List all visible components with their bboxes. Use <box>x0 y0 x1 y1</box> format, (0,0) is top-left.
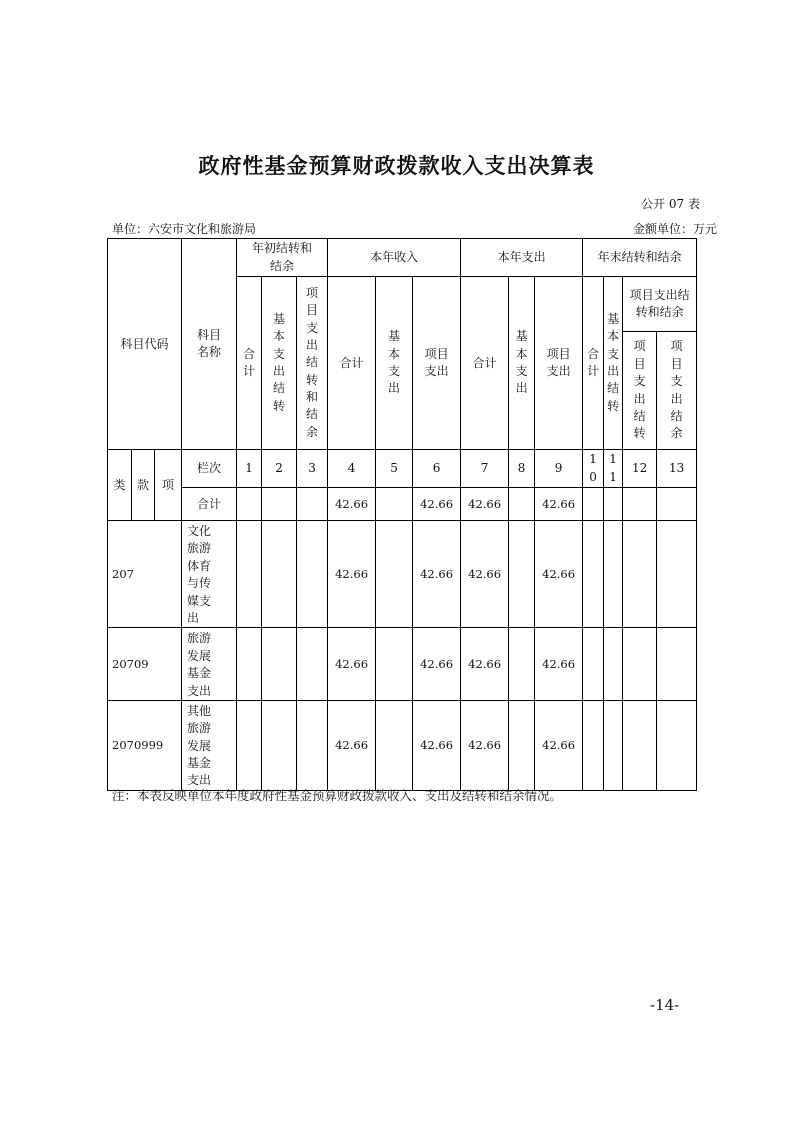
income-basic-header <box>376 277 413 450</box>
total-row-label: 合计 <box>182 488 237 521</box>
amount-unit: 金额单位：万元 <box>632 222 717 236</box>
begin-project-header <box>297 277 328 450</box>
unit-label: 单位：六安市文化和旅游局 <box>112 222 257 236</box>
end-basic-header <box>604 277 623 450</box>
col-num-8: 8 <box>509 450 535 488</box>
begin-balance-header-text: 年初结转和 结余 <box>252 241 313 273</box>
row-expense-total: 42.66 <box>461 700 509 790</box>
col-num-1: 1 <box>237 450 262 488</box>
begin-total-header <box>237 277 262 450</box>
end-total-header <box>583 277 604 450</box>
col-num-12: 12 <box>623 450 657 488</box>
col-num-10 <box>583 450 604 488</box>
row-expense-total: 42.66 <box>461 521 509 628</box>
col-num-11-text: 1 1 <box>609 452 617 484</box>
footnote: 注：本表反映单位本年度政府性基金预算财政拨款收入、支出及结转和结余情况。 <box>112 788 563 803</box>
income-project-header <box>413 277 461 450</box>
expense-project-header <box>535 277 583 450</box>
page-title: 政府性基金预算财政拨款收入支出决算表 <box>198 154 595 178</box>
end-project-carry-header-text: 项 目 支 出 结 转 <box>633 339 646 441</box>
total-income-total: 42.66 <box>328 488 376 521</box>
col-num-11 <box>604 450 623 488</box>
col-num-2: 2 <box>262 450 297 488</box>
row-expense-project: 42.66 <box>535 628 583 701</box>
row-expense-project: 42.66 <box>535 700 583 790</box>
subject-name-header-text: 科目 名称 <box>197 327 222 359</box>
row-income-project: 42.66 <box>413 700 461 790</box>
expense-total-header: 合计 <box>461 277 509 450</box>
end-project-header <box>623 277 697 332</box>
col-num-3: 3 <box>297 450 328 488</box>
end-total-header-text: 合 计 <box>587 346 600 378</box>
category-xiang: 项 <box>155 450 182 521</box>
begin-balance-header <box>237 239 328 277</box>
income-project-header-text: 项目 支出 <box>424 346 449 378</box>
end-project-carry-header <box>623 332 657 450</box>
expense-basic-header <box>509 277 535 450</box>
form-number: 公开 07 表 <box>641 197 700 211</box>
row-income-project: 42.66 <box>413 628 461 701</box>
col-num-7: 7 <box>461 450 509 488</box>
row-expense-project: 42.66 <box>535 521 583 628</box>
end-project-surplus-header <box>657 332 697 450</box>
row-name <box>182 521 237 628</box>
begin-project-header-text: 项 目 支 出 结 转 和 结 余 <box>306 285 319 439</box>
row-name-text: 其他 旅游 发展 基金 支出 <box>187 703 212 788</box>
total-income-project: 42.66 <box>413 488 461 521</box>
row-expense-total: 42.66 <box>461 628 509 701</box>
expense-basic-header-text: 基 本 支 出 <box>515 329 528 396</box>
row-code: 207 <box>108 521 182 628</box>
end-balance-header: 年末结转和结余 <box>583 239 697 277</box>
row-income-total: 42.66 <box>328 628 376 701</box>
category-lei: 类 <box>108 450 132 521</box>
total-expense-total: 42.66 <box>461 488 509 521</box>
row-code: 20709 <box>108 628 182 701</box>
end-project-header-text: 项目支出结 转和结余 <box>629 287 690 319</box>
col-num-5: 5 <box>376 450 413 488</box>
end-project-surplus-header-text: 项 目 支 出 结 余 <box>670 339 683 441</box>
income-total-header: 合计 <box>328 277 376 450</box>
table-row <box>108 628 697 701</box>
row-name-text: 文化 旅游 体育 与传 媒支 出 <box>187 524 212 625</box>
end-basic-header-text: 基 本 支 出 结 转 <box>607 311 620 413</box>
begin-basic-header-text: 基 本 支 出 结 转 <box>273 311 286 413</box>
page-number: -14- <box>650 996 680 1014</box>
budget-table <box>107 238 697 791</box>
col-num-9: 9 <box>535 450 583 488</box>
begin-total-header-text: 合 计 <box>243 346 256 378</box>
table-row <box>108 700 697 790</box>
col-num-6: 6 <box>413 450 461 488</box>
col-num-10-text: 1 0 <box>589 452 597 484</box>
total-row <box>108 488 697 521</box>
expense-header: 本年支出 <box>461 239 583 277</box>
subject-code-header: 科目代码 <box>108 239 182 450</box>
row-code: 2070999 <box>108 700 182 790</box>
category-kuan: 款 <box>132 450 155 521</box>
row-income-total: 42.66 <box>328 521 376 628</box>
column-index-label: 栏次 <box>182 450 237 488</box>
table-row <box>108 521 697 628</box>
row-name <box>182 700 237 790</box>
col-num-13: 13 <box>657 450 697 488</box>
row-name-text: 旅游 发展 基金 支出 <box>187 631 212 698</box>
income-basic-header-text: 基 本 支 出 <box>388 329 401 396</box>
col-num-4: 4 <box>328 450 376 488</box>
income-header: 本年收入 <box>328 239 461 277</box>
row-income-total: 42.66 <box>328 700 376 790</box>
total-expense-project: 42.66 <box>535 488 583 521</box>
row-name <box>182 628 237 701</box>
row-income-project: 42.66 <box>413 521 461 628</box>
subject-name-header <box>182 239 237 450</box>
begin-basic-header <box>262 277 297 450</box>
expense-project-header-text: 项目 支出 <box>546 346 571 378</box>
